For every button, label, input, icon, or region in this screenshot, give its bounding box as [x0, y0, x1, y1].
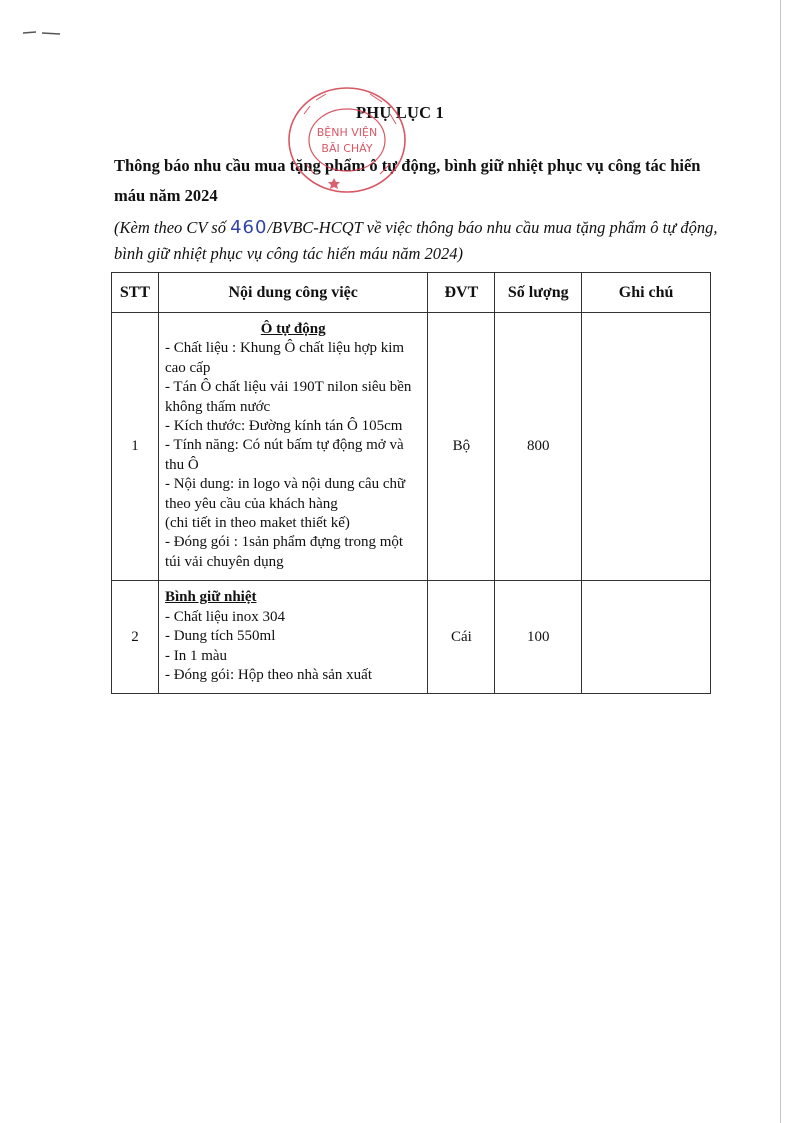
spec-line: - Nội dung: in logo và nội dung câu chữ theo yêu cầu của khách hàng — [164, 476, 406, 512]
header-unit: ĐVT — [428, 273, 495, 313]
row-note — [582, 313, 711, 581]
spec-line: - Đóng gói: Hộp theo nhà sản xuất — [164, 666, 373, 683]
page-edge-line — [780, 0, 781, 1123]
spec-line: (chi tiết in theo maket thiết kế) — [164, 515, 350, 532]
item-title: Bình giữ nhiệt — [164, 589, 257, 606]
spec-line: - Dung tích 550ml — [164, 628, 276, 645]
row-note — [582, 581, 711, 694]
row-unit: Cái — [428, 581, 495, 694]
header-quantity: Số lượng — [495, 273, 582, 313]
subtitle-prefix: (Kèm theo CV số — [114, 218, 231, 237]
row-content — [158, 581, 427, 694]
spec-line: - Tán Ô chất liệu vải 190T nilon siêu bền không thấm nước — [164, 379, 412, 415]
header-stt: STT — [112, 273, 159, 313]
cv-number-handwritten: 460 — [230, 217, 268, 238]
stamp-line-2: BÃI CHÁY — [321, 142, 373, 155]
spec-line: - Kích thước: Đường kính tán Ô 105cm — [164, 418, 403, 435]
row-content — [158, 313, 427, 581]
header-content: Nội dung công việc — [158, 273, 427, 313]
document-subtitle — [114, 215, 734, 267]
hospital-stamp — [286, 84, 408, 196]
subtitle-suffix: /BVBC-HCQT về việc thông báo nhu cầu mua tặng phẩm ô tự động, bình giữ nhiệt phục vụ công tác hiến máu năm 2024) — [114, 218, 718, 263]
table-header-row — [112, 273, 711, 313]
row-quantity: 100 — [495, 581, 582, 694]
scan-mark — [22, 30, 62, 36]
appendix-heading: PHỤ LỤC 1 — [356, 103, 444, 122]
spec-line: - Tính năng: Có nút bấm tự động mở và thu Ô — [164, 437, 404, 473]
document-title: Thông báo nhu cầu mua tặng phẩm ô tự động, bình giữ nhiệt phục vụ công tác hiến máu năm 2024 — [114, 156, 701, 205]
row-stt: 2 — [112, 581, 159, 694]
table-row — [112, 581, 711, 694]
row-unit: Bộ — [428, 313, 495, 581]
spec-line: - Đóng gói : 1sản phẩm đựng trong một túi vải chuyên dụng — [164, 534, 404, 570]
row-stt: 1 — [112, 313, 159, 581]
spec-line: - In 1 màu — [164, 647, 228, 664]
requirements-table — [111, 272, 711, 694]
row-quantity: 800 — [495, 313, 582, 581]
header-note: Ghi chú — [582, 273, 711, 313]
item-title: Ô tự động — [260, 321, 326, 337]
spec-line: - Chất liệu : Khung Ô chất liệu hợp kim cao cấp — [164, 340, 405, 376]
table-row — [112, 313, 711, 581]
spec-line: - Chất liệu inox 304 — [164, 608, 285, 625]
stamp-line-1: BỆNH VIỆN — [316, 126, 378, 139]
